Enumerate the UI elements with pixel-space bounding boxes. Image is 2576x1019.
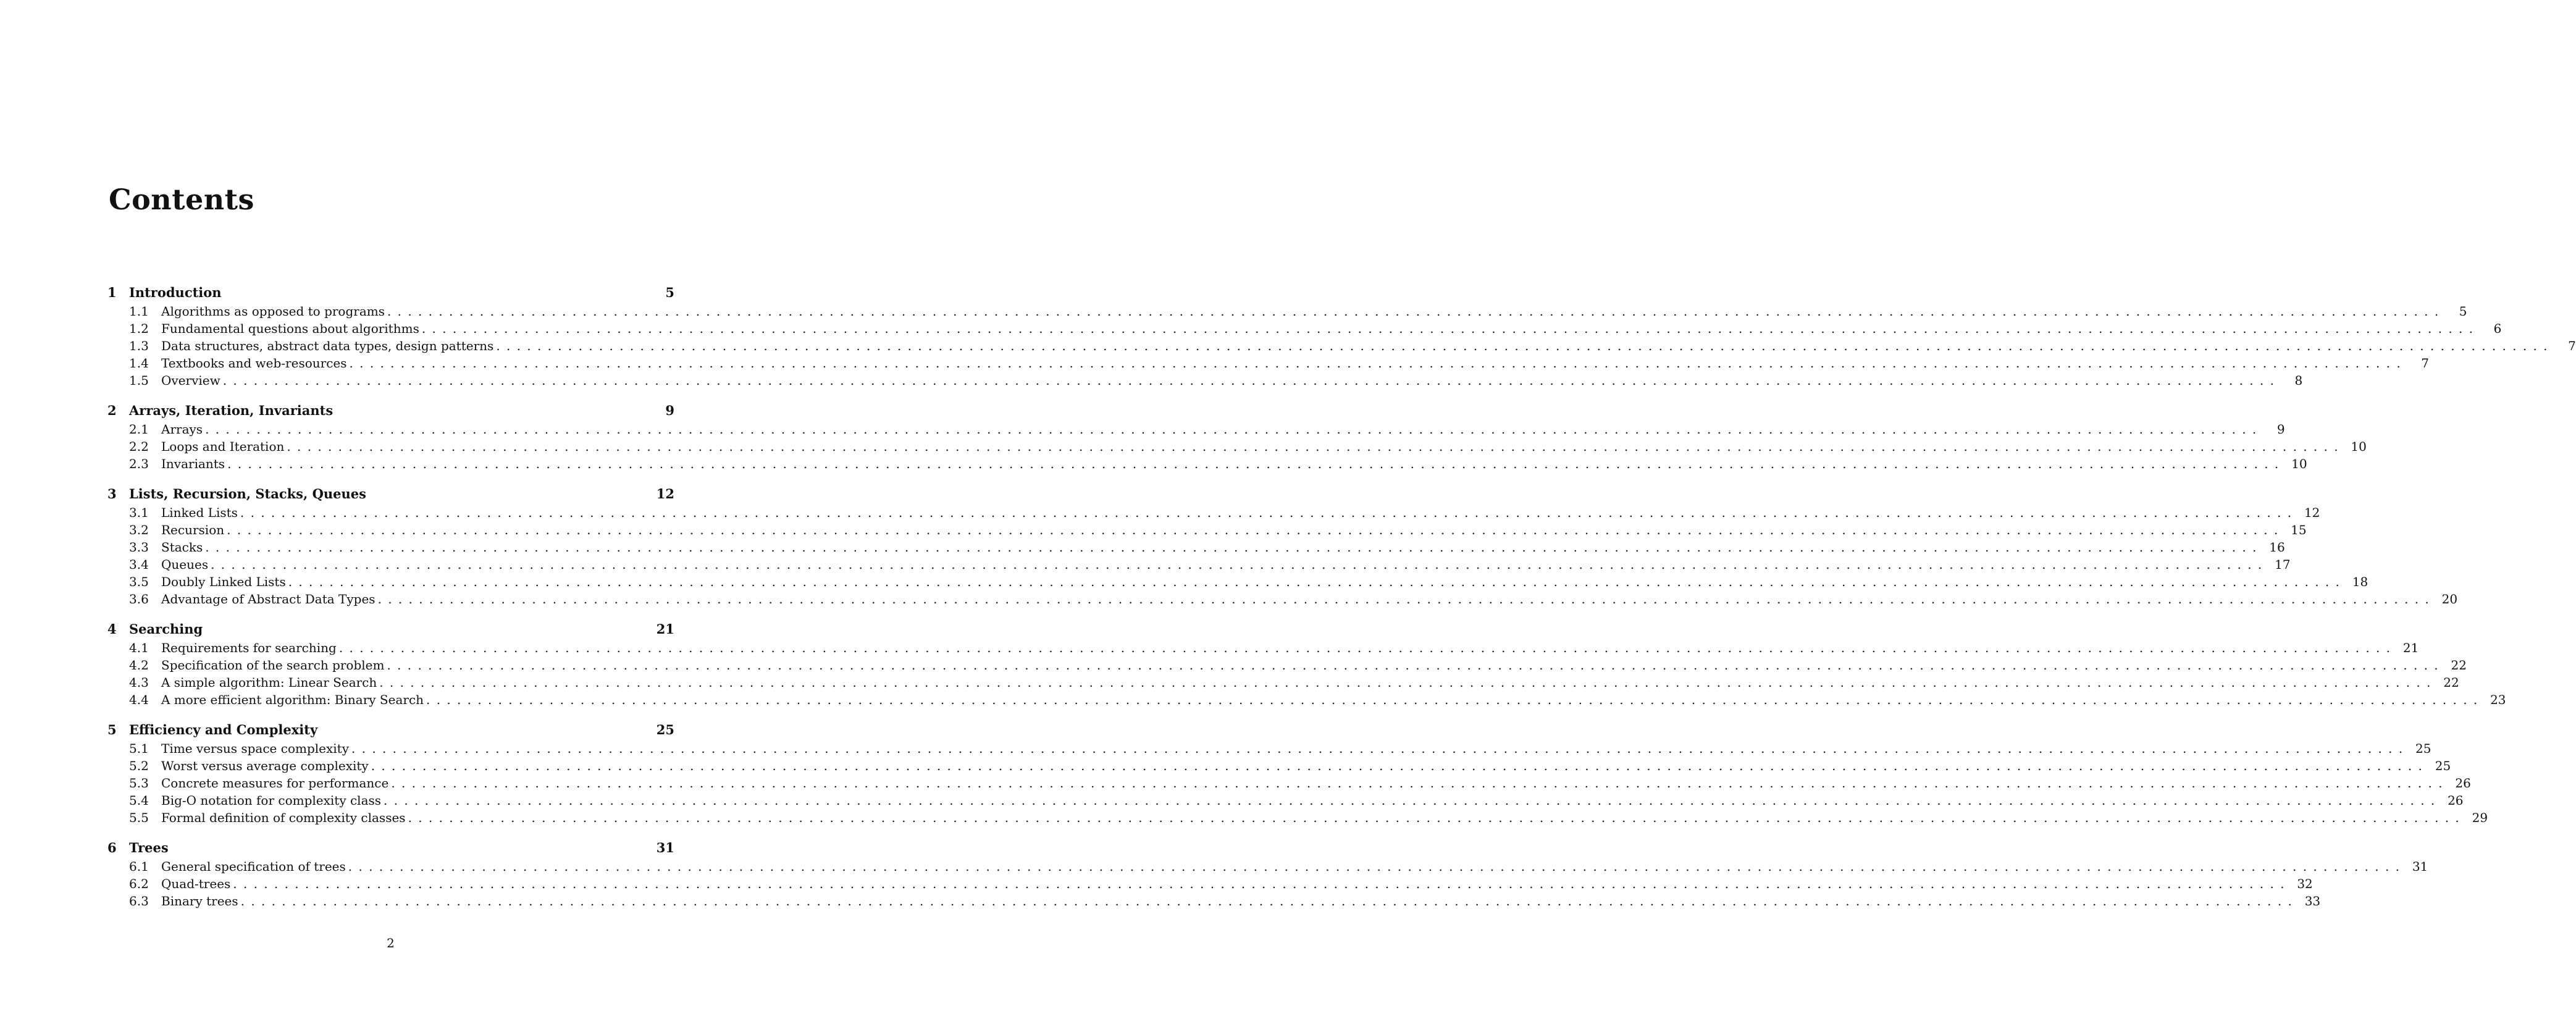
section-page-number: 18 — [2352, 574, 2368, 589]
toc-chapter-entry[interactable] — [107, 838, 674, 858]
toc-section-entry[interactable] — [107, 792, 2464, 809]
toc-section-entry[interactable] — [107, 757, 2451, 774]
chapter-number: 4 — [107, 621, 117, 637]
toc-section-entry[interactable] — [107, 656, 2467, 674]
section-number: 3.1 — [129, 505, 149, 520]
chapter-number: 3 — [107, 486, 117, 501]
chapter-page-number: 21 — [656, 621, 674, 637]
section-title: A simple algorithm: Linear Search — [161, 675, 377, 690]
section-title: Fundamental questions about algorithms — [161, 321, 419, 336]
dot-leader: ........................................................................................................................................................................................................ — [379, 675, 2437, 690]
section-title: Big-O notation for complexity class — [161, 793, 382, 808]
page-title: Contents — [109, 183, 254, 216]
section-number: 2.1 — [129, 422, 149, 437]
section-title: A more efficient algorithm: Binary Search — [161, 692, 424, 707]
toc-chapter — [107, 484, 2458, 608]
section-title: Binary trees — [161, 894, 238, 908]
toc-section-entry[interactable] — [107, 556, 2291, 573]
section-page-number: 15 — [2291, 522, 2307, 537]
dot-leader: ........................................................................................................................................................................................................ — [351, 741, 2409, 756]
page-number: 2 — [387, 936, 395, 950]
toc-section-entry[interactable] — [107, 590, 2458, 608]
dot-leader: ........................................................................................................................................................................................................ — [222, 373, 2281, 388]
section-number: 6.1 — [129, 859, 149, 874]
section-number: 5.3 — [129, 776, 149, 790]
toc-section-entry[interactable] — [107, 674, 2459, 691]
section-page-number: 21 — [2402, 640, 2419, 655]
section-title: Advantage of Abstract Data Types — [161, 592, 375, 606]
section-page-number: 31 — [2412, 859, 2428, 874]
section-page-number: 5 — [2459, 304, 2467, 319]
section-page-number: 16 — [2269, 540, 2285, 555]
section-page-number: 8 — [2294, 373, 2303, 388]
section-number: 3.4 — [129, 557, 149, 572]
toc-section-entry[interactable] — [107, 892, 2321, 910]
dot-leader: ........................................................................................................................................................................................................ — [371, 758, 2429, 773]
section-title: Linked Lists — [161, 505, 238, 520]
section-page-number: 26 — [2448, 793, 2464, 808]
chapter-page-number: 25 — [656, 722, 674, 737]
section-number: 1.4 — [129, 356, 149, 371]
section-title: Concrete measures for performance — [161, 776, 389, 790]
chapter-page-number: 9 — [665, 403, 674, 418]
section-title: Overview — [161, 373, 220, 388]
section-number: 1.2 — [129, 321, 149, 336]
chapter-page-number: 31 — [656, 840, 674, 855]
dot-leader: ........................................................................................................................................................................................................ — [496, 338, 2554, 353]
section-number: 6.3 — [129, 894, 149, 908]
section-number: 2.2 — [129, 439, 149, 454]
section-number: 4.2 — [129, 658, 149, 673]
chapter-number: 6 — [107, 840, 117, 855]
dot-leader: ........................................................................................................................................................................................................ — [421, 321, 2480, 336]
section-page-number: 29 — [2472, 810, 2488, 825]
section-title: Quad-trees — [161, 876, 231, 891]
section-page-number: 33 — [2304, 894, 2321, 908]
chapter-title: Arrays, Iteration, Invariants — [129, 403, 334, 418]
dot-leader: ........................................................................................................................................................................................................ — [227, 522, 2284, 537]
dot-leader: ........................................................................................................................................................................................................ — [384, 793, 2441, 808]
dot-leader: ........................................................................................................................................................................................................ — [338, 640, 2397, 655]
dot-leader: ........................................................................................................................................................................................................ — [349, 356, 2407, 371]
toc-chapter — [107, 619, 2506, 708]
dot-leader: ........................................................................................................................................................................................................ — [205, 540, 2263, 555]
toc-section-entry[interactable] — [107, 858, 2428, 875]
section-number: 5.4 — [129, 793, 149, 808]
toc-section-entry[interactable] — [107, 455, 2307, 472]
section-title: Specification of the search problem — [161, 658, 385, 673]
section-page-number: 26 — [2455, 776, 2471, 790]
section-page-number: 6 — [2493, 321, 2502, 336]
toc-chapter-entry[interactable] — [107, 283, 674, 303]
toc-section-entry[interactable] — [107, 438, 2367, 455]
dot-leader: ........................................................................................................................................................................................................ — [377, 592, 2436, 606]
toc-section-entry[interactable] — [107, 740, 2431, 757]
dot-leader: ........................................................................................................................................................................................................ — [240, 894, 2299, 908]
toc-section-entry[interactable] — [107, 809, 2488, 826]
chapter-number: 1 — [107, 285, 117, 300]
dot-leader: ........................................................................................................................................................................................................ — [391, 776, 2449, 790]
section-title: Stacks — [161, 540, 203, 555]
toc-section-entry[interactable] — [107, 372, 2303, 389]
dot-leader: ........................................................................................................................................................................................................ — [233, 876, 2291, 891]
section-page-number: 10 — [2291, 456, 2307, 471]
section-page-number: 32 — [2297, 876, 2313, 891]
section-title: Invariants — [161, 456, 225, 471]
section-page-number: 25 — [2435, 758, 2451, 773]
chapter-title: Trees — [129, 840, 169, 855]
section-number: 1.3 — [129, 338, 149, 353]
section-title: Arrays — [161, 422, 203, 437]
section-number: 5.5 — [129, 810, 149, 825]
dot-leader: ........................................................................................................................................................................................................ — [287, 439, 2344, 454]
section-title: Data structures, abstract data types, design patterns — [161, 338, 494, 353]
section-number: 5.1 — [129, 741, 149, 756]
section-title: Requirements for searching — [161, 640, 337, 655]
toc-section-entry[interactable] — [107, 504, 2320, 521]
toc-chapter — [107, 401, 2367, 472]
chapter-page-number: 12 — [656, 486, 674, 501]
dot-leader: ........................................................................................................................................................................................................ — [227, 456, 2285, 471]
dot-leader: ........................................................................................................................................................................................................ — [211, 557, 2268, 572]
dot-leader: ........................................................................................................................................................................................................ — [387, 304, 2445, 319]
section-number: 3.2 — [129, 522, 149, 537]
chapter-title: Searching — [129, 621, 203, 637]
dot-leader: ........................................................................................................................................................................................................ — [426, 692, 2484, 707]
section-number: 1.1 — [129, 304, 149, 319]
section-number: 4.4 — [129, 692, 149, 707]
chapter-number: 5 — [107, 722, 117, 737]
toc-section-entry[interactable] — [107, 337, 2576, 354]
section-number: 5.2 — [129, 758, 149, 773]
section-page-number: 7 — [2568, 338, 2576, 353]
toc-section-entry[interactable] — [107, 521, 2307, 539]
toc-section-entry[interactable] — [107, 875, 2313, 892]
toc-chapter — [107, 838, 2428, 910]
dot-leader: ........................................................................................................................................................................................................ — [240, 505, 2298, 520]
toc-section-entry[interactable] — [107, 639, 2419, 656]
dot-leader: ........................................................................................................................................................................................................ — [408, 810, 2466, 825]
section-page-number: 22 — [2443, 675, 2459, 690]
chapter-title: Efficiency and Complexity — [129, 722, 318, 737]
section-number: 1.5 — [129, 373, 149, 388]
section-page-number: 25 — [2415, 741, 2431, 756]
chapter-title: Lists, Recursion, Stacks, Queues — [129, 486, 366, 501]
section-page-number: 12 — [2304, 505, 2320, 520]
chapter-number: 2 — [107, 403, 117, 418]
section-number: 4.3 — [129, 675, 149, 690]
section-title: Doubly Linked Lists — [161, 574, 286, 589]
toc-section-entry[interactable] — [107, 421, 2285, 438]
section-title: Recursion — [161, 522, 225, 537]
section-title: Loops and Iteration — [161, 439, 285, 454]
dot-leader: ........................................................................................................................................................................................................ — [348, 859, 2406, 874]
section-title: Textbooks and web-resources — [161, 356, 347, 371]
toc-chapter — [107, 283, 2576, 389]
toc-section-entry[interactable] — [107, 691, 2506, 708]
section-number: 2.3 — [129, 456, 149, 471]
section-number: 3.6 — [129, 592, 149, 606]
section-page-number: 20 — [2441, 592, 2458, 606]
toc-chapter-entry[interactable] — [107, 720, 674, 740]
toc-section-entry[interactable] — [107, 303, 2467, 320]
section-title: Formal definition of complexity classes — [161, 810, 406, 825]
section-number: 3.5 — [129, 574, 149, 589]
toc-section-entry[interactable] — [107, 320, 2502, 337]
dot-leader: ........................................................................................................................................................................................................ — [205, 422, 2263, 437]
section-page-number: 10 — [2351, 439, 2367, 454]
toc-chapter — [107, 720, 2488, 826]
toc-chapter-entry[interactable] — [107, 484, 674, 504]
table-of-contents — [107, 283, 2576, 921]
section-page-number: 7 — [2421, 356, 2429, 371]
section-title: Algorithms as opposed to programs — [161, 304, 385, 319]
dot-leader: ........................................................................................................................................................................................................ — [288, 574, 2346, 589]
section-page-number: 22 — [2451, 658, 2467, 673]
toc-section-entry[interactable] — [107, 539, 2285, 556]
section-page-number: 17 — [2275, 557, 2291, 572]
dot-leader: ........................................................................................................................................................................................................ — [387, 658, 2444, 673]
section-number: 4.1 — [129, 640, 149, 655]
toc-chapter-entry[interactable] — [107, 401, 674, 421]
chapter-page-number: 5 — [665, 285, 674, 300]
section-page-number: 23 — [2490, 692, 2506, 707]
toc-chapter-entry[interactable] — [107, 619, 674, 639]
section-title: Worst versus average complexity — [161, 758, 369, 773]
section-number: 3.3 — [129, 540, 149, 555]
toc-section-entry[interactable] — [107, 354, 2429, 372]
toc-section-entry[interactable] — [107, 774, 2471, 792]
chapter-title: Introduction — [129, 285, 222, 300]
section-title: Queues — [161, 557, 209, 572]
section-page-number: 9 — [2276, 422, 2285, 437]
toc-section-entry[interactable] — [107, 573, 2368, 590]
section-number: 6.2 — [129, 876, 149, 891]
section-title: General specification of trees — [161, 859, 346, 874]
section-title: Time versus space complexity — [161, 741, 349, 756]
